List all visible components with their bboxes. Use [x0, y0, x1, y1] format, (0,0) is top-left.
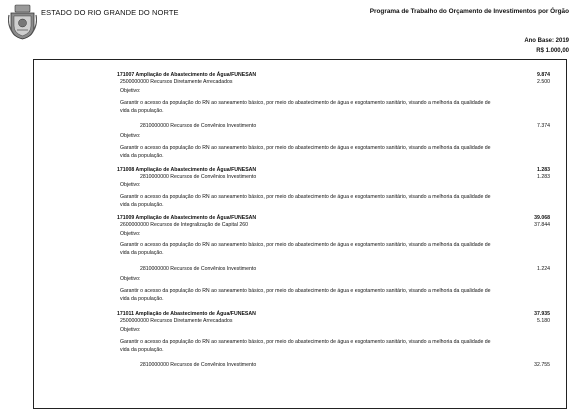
source-value: 1.224: [537, 266, 550, 272]
objective-text: Garantir o acesso da população do RN ao saneamento básico, por meio do abastecimento de água e esgotamento sanitário, visando a melhoria da qualidade de vida da população.: [120, 100, 491, 114]
objective-text: Garantir o acesso da população do RN ao saneamento básico, por meio do abastecimento de água e esgotamento sanitário, visando a melhoria da qualidade de vida da população.: [120, 145, 491, 159]
objective-label: Objetivo:: [120, 182, 141, 188]
source-value: 37.844: [534, 222, 550, 228]
base-year: Ano Base: 2019: [524, 38, 569, 44]
objective-label: Objetivo:: [120, 88, 141, 94]
source-value: 5.180: [537, 318, 550, 324]
state-coat-of-arms-icon: [8, 3, 37, 41]
currency-unit: R$ 1.000,00: [536, 48, 569, 54]
project-heading: 171007 Ampliação de Abastecimento de Água/FUNESAN: [117, 72, 257, 78]
objective-label: Objetivo:: [120, 276, 141, 282]
source-label: 2810000000 Recursos de Convênios Investimento: [140, 266, 257, 272]
project-total: 9.874: [537, 72, 550, 78]
source-value: 2.500: [537, 79, 550, 85]
source-value: 1.283: [537, 174, 550, 180]
source-label: 2600000000 Recursos de Integralização de Capital 260: [120, 222, 249, 228]
objective-text: Garantir o acesso da população do RN ao saneamento básico, por meio do abastecimento de água e esgotamento sanitário, visando a melhoria da qualidade de vida da população.: [120, 288, 491, 302]
objective-text: Garantir o acesso da população do RN ao saneamento básico, por meio do abastecimento de água e esgotamento sanitário, visando a melhoria da qualidade de vida da população.: [120, 339, 491, 353]
project-heading: 171009 Ampliação de Abastecimento de Água/FUNESAN: [117, 215, 257, 221]
objective-label: Objetivo:: [120, 133, 141, 139]
project-total: 37.935: [534, 311, 550, 317]
source-label: 2500000000 Recursos Diretamente Arrecadados: [120, 318, 233, 324]
objective-label: Objetivo:: [120, 231, 141, 237]
project-total: 39.068: [534, 215, 550, 221]
objective-text: Garantir o acesso da população do RN ao saneamento básico, por meio do abastecimento de água e esgotamento sanitário, visando a melhoria da qualidade de vida da população.: [120, 242, 491, 256]
objective-label: Objetivo:: [120, 327, 141, 333]
source-value: 32.755: [534, 362, 550, 368]
source-value: 7.374: [537, 123, 550, 129]
source-label: 2500000000 Recursos Diretamente Arrecadados: [120, 79, 233, 85]
project-heading: 171008 Ampliação de Abastecimento de Água/FUNESAN: [117, 167, 257, 173]
project-total: 1.283: [537, 167, 550, 173]
objective-text: Garantir o acesso da população do RN ao saneamento básico, por meio do abastecimento de água e esgotamento sanitário, visando a melhoria da qualidade de vida da população.: [120, 194, 491, 208]
source-label: 2810000000 Recursos de Convênios Investimento: [140, 362, 257, 368]
source-label: 2810000000 Recursos de Convênios Investimento: [140, 123, 257, 129]
state-name: ESTADO DO RIO GRANDE DO NORTE: [41, 8, 179, 17]
source-label: 2810000000 Recursos de Convênios Investimento: [140, 174, 257, 180]
report-title: Programa de Trabalho do Orçamento de Investimentos por Órgão: [369, 8, 569, 15]
project-heading: 171011 Ampliação de Abastecimento de Água/FUNESAN: [117, 311, 256, 317]
